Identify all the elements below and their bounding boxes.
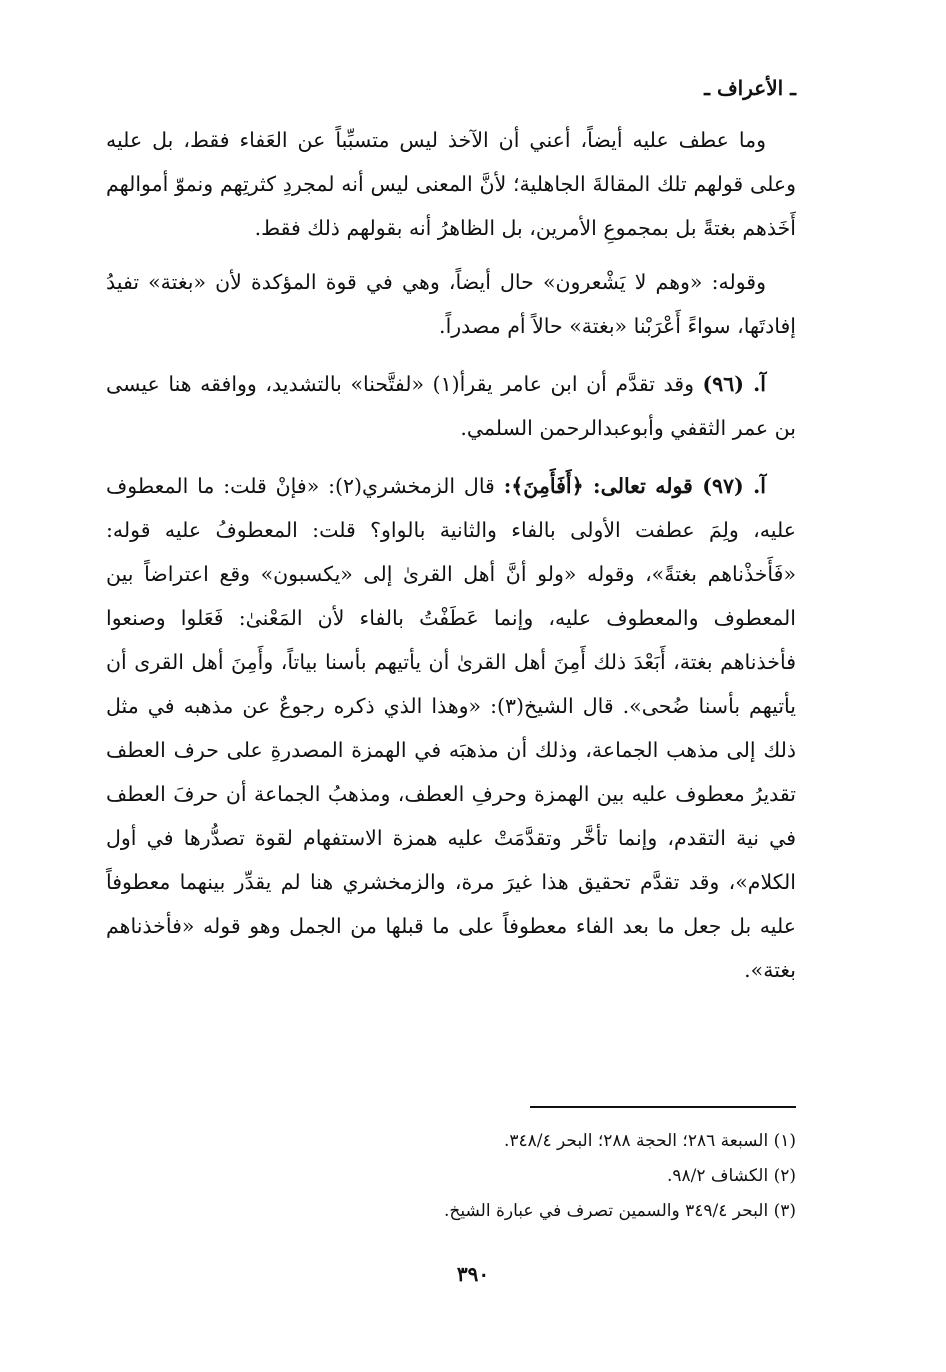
page-number: ٣٩٠ (456, 1262, 490, 1286)
verse-text-97: قال الزمخشري(٢): «فإنْ قلت: ما المعطوف عليه، ولِمَ عطفت الأولى بالفاء والثانية بالواو؟ قلت: المعطوفُ عليه قوله: «فَأَخذْناهم بغتةً»، وقوله «ولو أنَّ أهل القرىٰ إلى «يكسبون» وقع اعتراضاً بين المعطوف والمعطوف عليه، وإنما عَطَفْتُ بالفاء لأن المَعْنىٰ: فَعَلوا وصنعوا فأخذناهم بغتة، أَبَعْدَ ذلك أَمِنَ أهل القرىٰ أن يأتيهم بأسنا بياتاً، وأَمِنَ أهل القرى أن يأتيهم بأسنا ضُحى». قال الشيخ(٣): «وهذا الذي ذكره رجوعٌ عن مذهبه في مثل ذلك إلى مذهب الجماعة، وذلك أن مذهبَه في الهمزة المصدرةِ على حرف العطف تقديرُ معطوف عليه بين الهمزة وحرفِ العطف، ومذهبُ الجماعة أن حرفَ العطف في نية التقدم، وإنما تأخَّر وتقدَّمَتْ عليه همزة الاستفهام لقوة تصدُّرها في أول الكلام»، وقد تقدَّم تحقيق هذا غيرَ مرة، والزمخشري هنا لم يقدِّر بينهما معطوفاً عليه بل جعل ما بعد الفاء معطوفاً على ما قبلها من الجمل وهو قوله «فأخذناهم بغتة». (106, 474, 796, 982)
paragraph-2: وقوله: «وهم لا يَشْعرون» حال أيضاً، وهي في قوة المؤكدة لأن «بغتة» تفيدُ إفادتَها، سواءً أَعْرَبْنا «بغتة» حالاً أم مصدراً. (106, 270, 796, 338)
footnote-1: (١) السبعة ٢٨٦؛ الحجة ٢٨٨؛ البحر ٣٤٨/٤. (503, 1131, 796, 1151)
main-text (106, 118, 796, 992)
footnotes (106, 1124, 796, 1229)
verse-label-96: آ. (٩٦) (702, 372, 766, 396)
footnote-divider (530, 1106, 796, 1108)
footnote-3: (٣) البحر ٣٤٩/٤ والسمين تصرف في عبارة الشيخ. (444, 1201, 796, 1221)
verse-label-97: آ. (٩٧) قوله تعالى: ﴿أَفَأَمِنَ﴾: (503, 474, 766, 498)
paragraph-verse-96 (106, 362, 796, 450)
footnote-2: (٢) الكشاف ٩٨/٢. (666, 1166, 796, 1186)
paragraph-verse-97 (106, 464, 796, 992)
paragraph-1: وما عطف عليه أيضاً، أعني أن الآخذ ليس متسبِّباً عن العَفاء فقط، بل عليه وعلى قولهم تلك المقالةَ الجاهلية؛ لأنَّ المعنى ليس أنه لمجردِ كثرتِهم ونموّ أموالهم أَخَذهم بغتةً بل بمجموعِ الأمرين، بل الظاهرُ أنه بقولهم ذلك فقط. (106, 128, 796, 240)
verse-text-96: وقد تقدَّم أن ابن عامر يقرأ(١) «لفتَّحنا» بالتشديد، ووافقه هنا عيسى بن عمر الثقفي وأبوعبدالرحمن السلمي. (106, 372, 796, 440)
running-header: ـ الأعراف ـ (704, 76, 796, 100)
